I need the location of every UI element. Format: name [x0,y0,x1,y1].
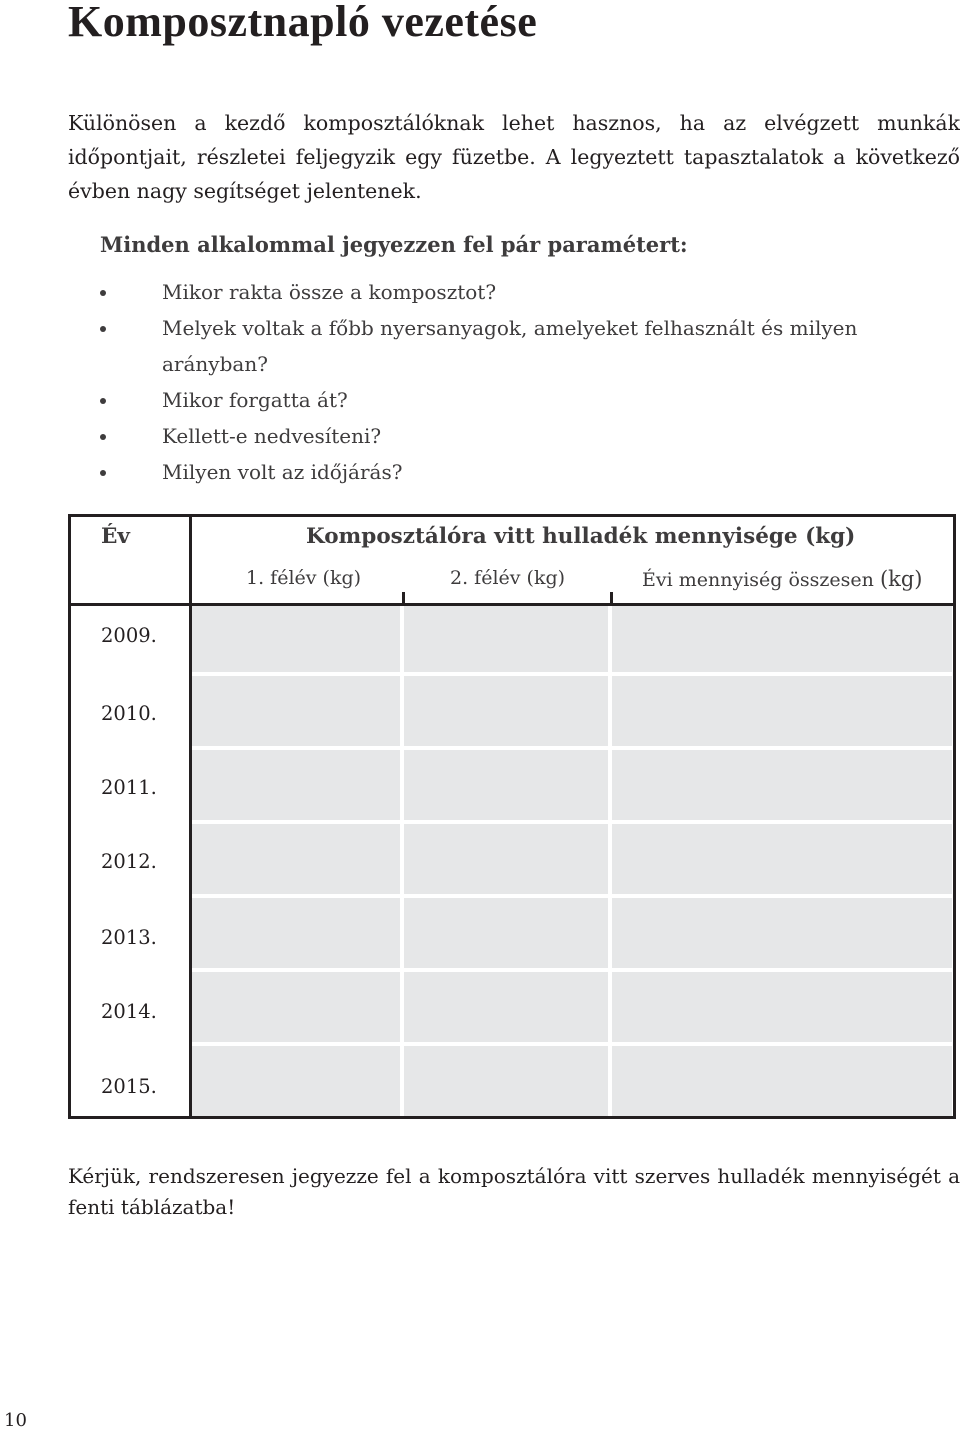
annual-total-header: Évi mennyiség összesen (kg) [642,567,923,591]
table-bottom-border [68,1116,956,1119]
first-half-header: 1. félév (kg) [246,567,362,589]
table-row [192,972,952,1042]
bullet-icon [100,398,106,404]
bullet-icon [100,290,106,296]
bullet-icon [100,326,106,332]
year-label: 2009. [101,624,157,647]
closing-paragraph: Kérjük, rendszeresen jegyezze fel a komposztálóra vitt szerves hulladék mennyiségét a fenti táblázatba! [68,1164,960,1219]
second-half-header: 2. félév (kg) [450,567,566,589]
year-label: 2014. [101,1000,157,1023]
quantity-header: Komposztálóra vitt hulladék mennyisége (kg) [306,524,856,549]
list-item: Melyek voltak a főbb nyersanyagok, amelyeket felhasznált és milyen arányban? [100,310,960,382]
annual-total-cell[interactable] [612,606,952,672]
intro-paragraph: Különösen a kezdő komposztálóknak lehet hasznos, ha az elvégzett munkák időpontjait, részletei feljegyzik egy füzetbe. A legyeztett tapasztalatok a következő évben nagy segítséget jelentenek. [68,111,960,203]
parameters-heading: Minden alkalommal jegyezzen fel pár paramétert: [100,232,688,257]
table-row [192,750,952,820]
table-right-border [953,514,956,1119]
table-top-border [68,514,956,517]
bullet-icon [100,470,106,476]
year-column-divider [189,514,192,1119]
parameter-list [100,274,960,490]
page-number: 10 [4,1410,27,1431]
list-item: Mikor forgatta át? [100,382,960,418]
year-label: 2013. [101,926,157,949]
year-label: 2010. [101,702,157,725]
year-label: 2015. [101,1075,157,1098]
table-left-border [68,514,71,1119]
bullet-icon [100,434,106,440]
list-item: Mikor rakta össze a komposztot? [100,274,960,310]
table-row [192,676,952,746]
year-header: Év [101,524,130,549]
year-label: 2012. [101,850,157,873]
list-item: Kellett-e nedvesíteni? [100,418,960,454]
year-label: 2011. [101,776,157,799]
table-row [192,824,952,894]
table-row [192,898,952,968]
second-half-cell[interactable] [404,606,608,672]
list-item: Milyen volt az időjárás? [100,454,960,490]
page-title: Komposztnapló vezetése [68,0,538,46]
first-half-cell[interactable] [192,606,400,672]
table-row [192,1046,952,1116]
